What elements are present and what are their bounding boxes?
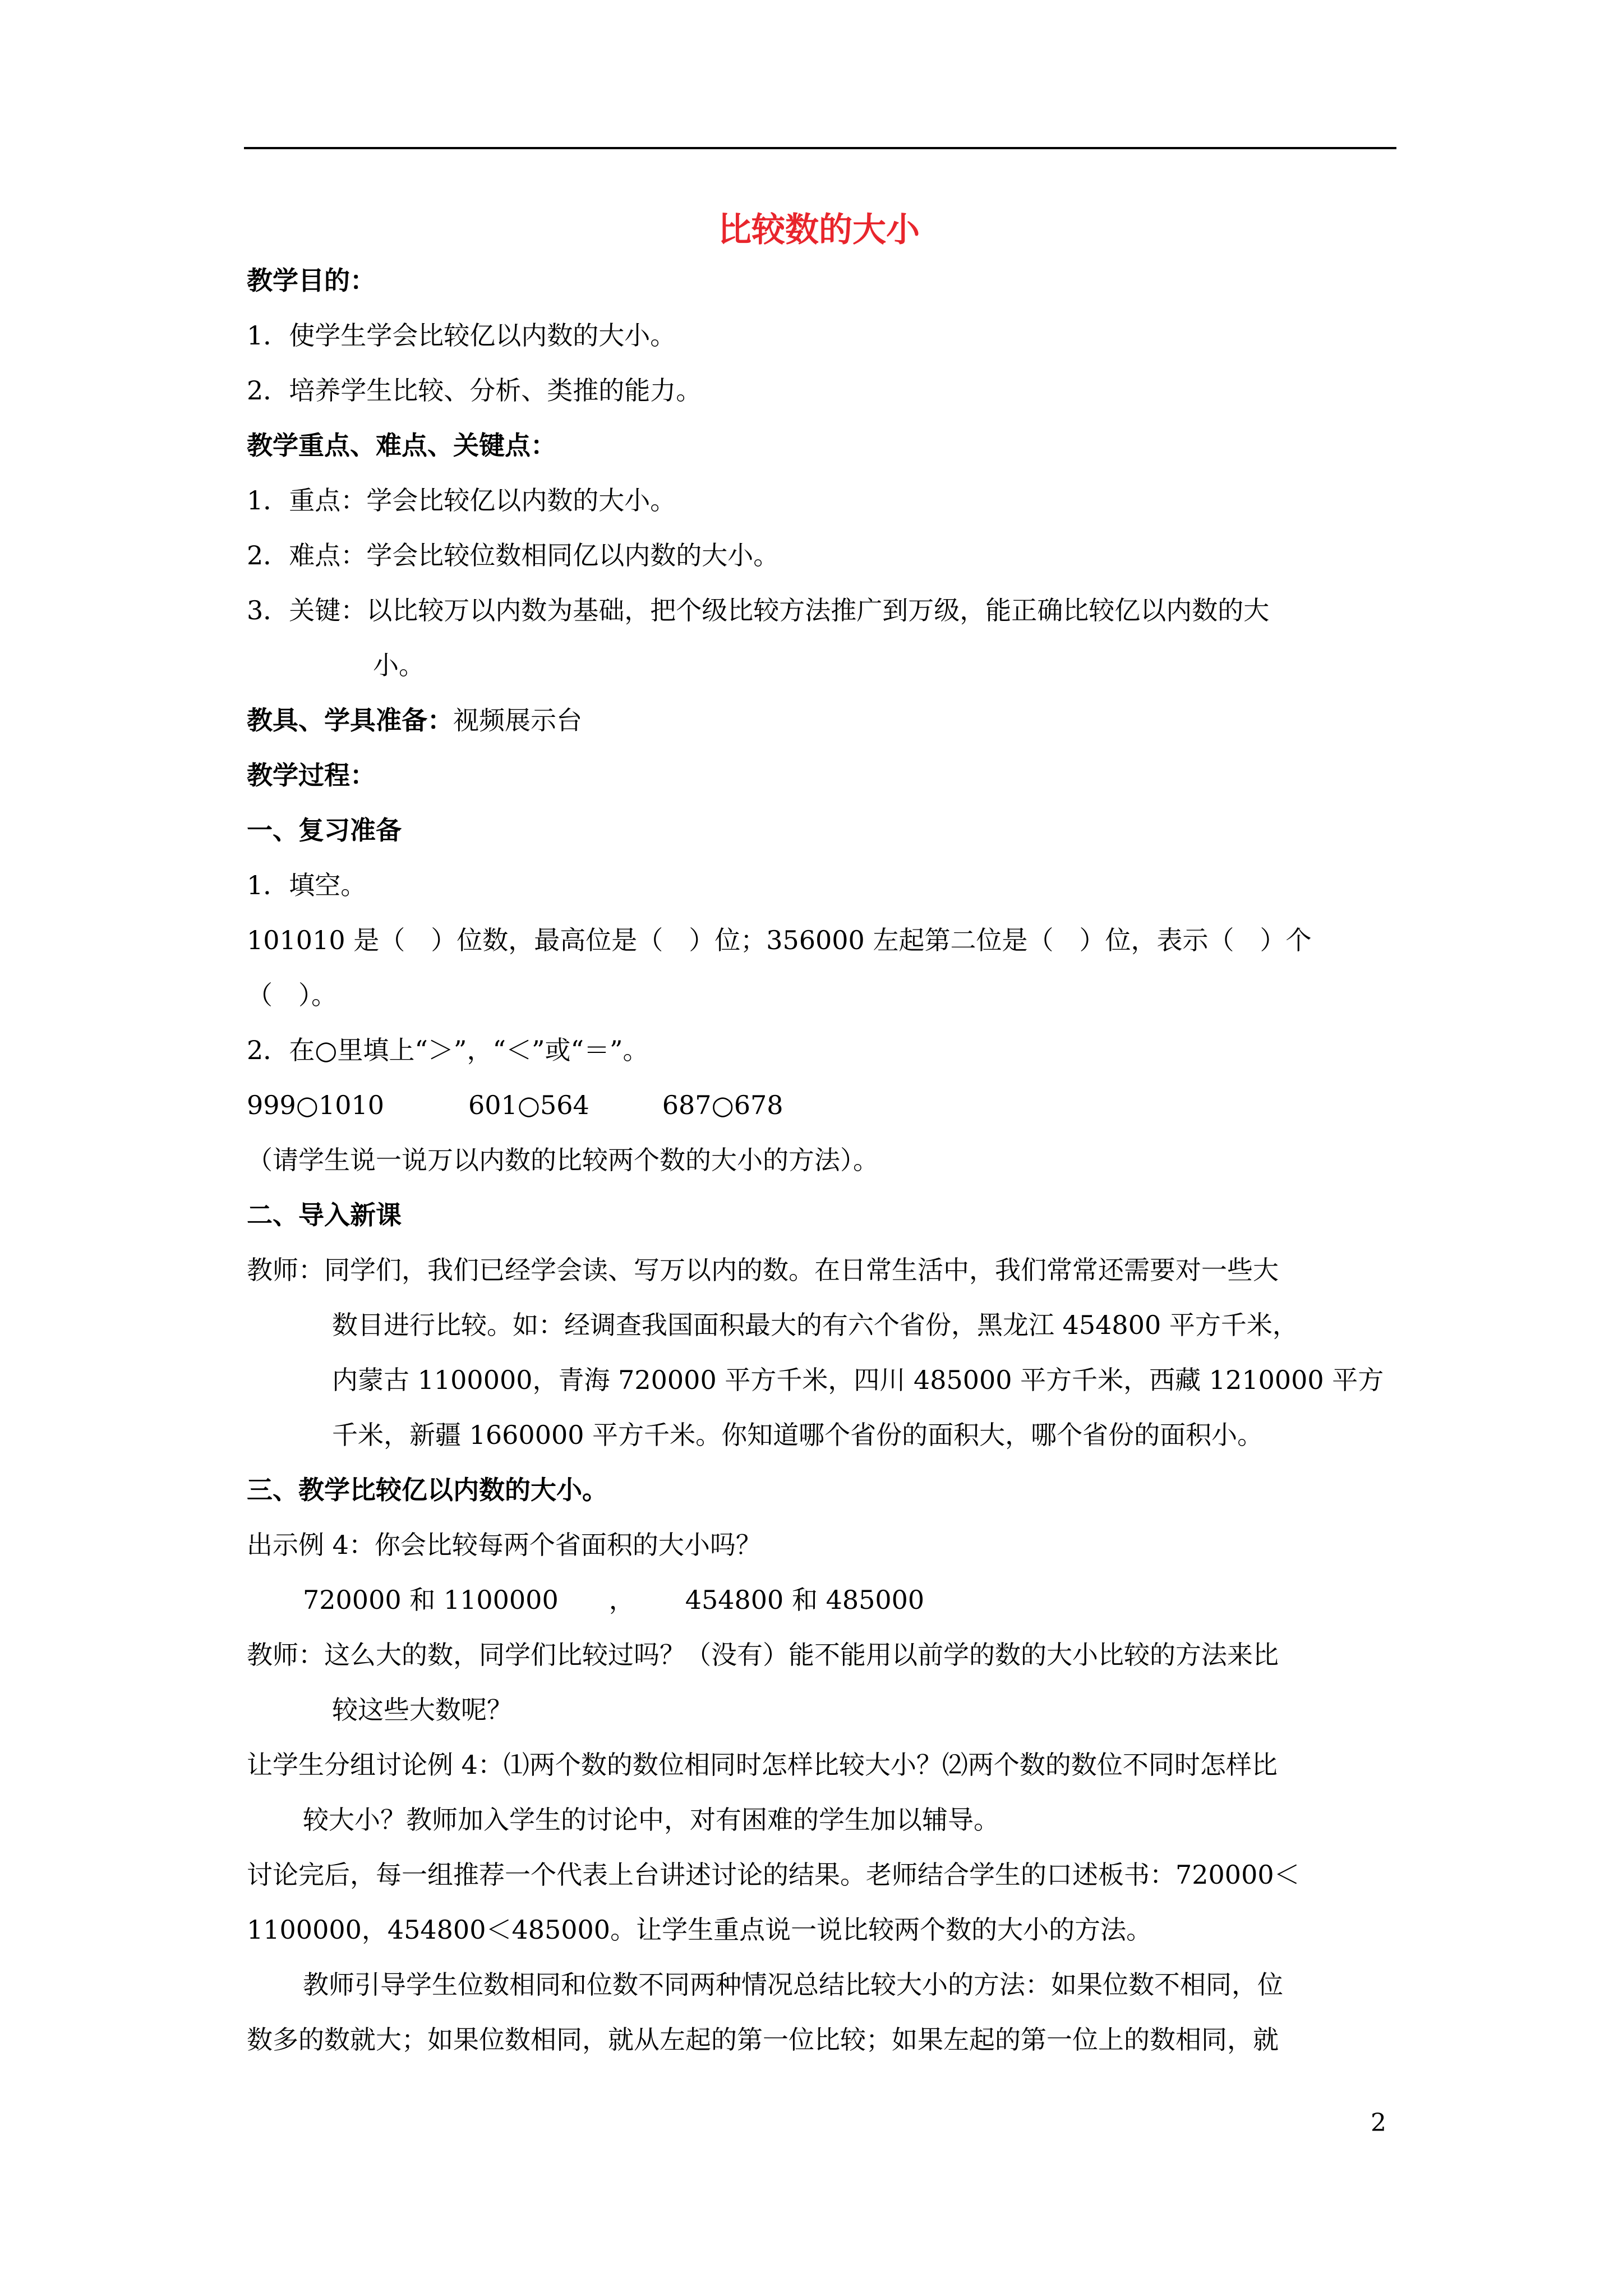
objective-1: 1．使学生学会比较亿以内数的大小。: [247, 320, 676, 351]
example-4-pairs: [303, 1583, 924, 1617]
heading-objectives: 教学目的：: [247, 265, 376, 296]
materials-label: 教具、学具准备：: [247, 705, 453, 735]
key-point-1: 1．重点：学会比较亿以内数的大小。: [247, 485, 676, 516]
teacher-intro-4: 千米，新疆 1660000 平方千米。你知道哪个省份的面积大，哪个省份的面积小。: [332, 1420, 1264, 1450]
discussion-result-1: 讨论完后，每一组推荐一个代表上台讲述讨论的结果。老师结合学生的口述板书：720000＜: [247, 1860, 1300, 1890]
section-1-heading: 一、复习准备: [247, 815, 402, 845]
materials-line: [247, 703, 582, 737]
teacher-question-2: 较这些大数呢？: [332, 1695, 513, 1725]
discussion-result-2: 1100000，454800＜485000。让学生重点说一说比较两个数的大小的方法。: [247, 1915, 1152, 1945]
heading-process: 教学过程：: [247, 760, 376, 790]
teacher-intro-1: 教师：同学们，我们已经学会读、写万以内的数。在日常生活中，我们常常还需要对一些大: [247, 1255, 1279, 1285]
key-point-2: 2．难点：学会比较位数相同亿以内数的大小。: [247, 540, 780, 570]
example-pair-1: 720000 和 1100000: [303, 1585, 559, 1615]
section-3-heading: 三、教学比较亿以内数的大小。: [247, 1475, 608, 1505]
objective-2: 2．培养学生比较、分析、类推的能力。: [247, 375, 702, 406]
summary-2: 数多的数就大；如果位数相同，就从左起的第一位比较；如果左起的第一位上的数相同，就: [247, 2024, 1279, 2055]
example-pair-2: 454800 和 485000: [685, 1585, 925, 1615]
group-discussion-2: 较大小？教师加入学生的讨论中，对有困难的学生加以辅导。: [303, 1805, 999, 1835]
summary-1: 教师引导学生位数相同和位数不同两种情况总结比较大小的方法：如果位数不相同，位: [303, 1970, 1283, 2000]
method-prompt: （请学生说一说万以内数的比较两个数的大小的方法）。: [247, 1145, 879, 1175]
example-4-prompt: 出示例 4：你会比较每两个省面积的大小吗？: [247, 1530, 762, 1560]
page-title: 比较数的大小: [718, 210, 920, 250]
teacher-intro-2: 数目进行比较。如：经调查我国面积最大的有六个省份，黑龙江 454800 平方千米，: [332, 1310, 1298, 1340]
section-2-heading: 二、导入新课: [247, 1200, 402, 1230]
key-point-3: 3．关键：以比较万以内数为基础，把个级比较方法推广到万级，能正确比较亿以内数的大: [247, 595, 1270, 625]
example-pair-separator: ，: [608, 1585, 635, 1615]
compare-item-2: 601○564: [468, 1090, 589, 1120]
fill-blank-question: 101010 是（ ）位数，最高位是（ ）位；356000 左起第二位是（ ）位，表示（ ）个: [247, 925, 1312, 955]
compare-items: [247, 1088, 783, 1122]
teacher-question-1: 教师：这么大的数，同学们比较过吗？（没有）能不能用以前学的数的大小比较的方法来比: [247, 1640, 1279, 1670]
teacher-intro-3: 内蒙古 1100000，青海 720000 平方千米，四川 485000 平方千米，西藏 1210000 平方: [332, 1365, 1384, 1395]
key-point-3-cont: 小。: [373, 650, 425, 680]
page-number: 2: [1371, 2109, 1386, 2137]
compare-item-3: 687○678: [662, 1090, 783, 1120]
fill-blank-heading: 1．填空。: [247, 870, 367, 900]
fill-blank-question-cont: （ ）。: [247, 980, 337, 1010]
heading-key-points: 教学重点、难点、关键点：: [247, 430, 556, 461]
header-rule: [244, 147, 1396, 149]
materials-value: 视频展示台: [453, 705, 582, 735]
compare-item-1: 999○1010: [247, 1090, 385, 1120]
group-discussion-1: 让学生分组讨论例 4：⑴两个数的数位相同时怎样比较大小？⑵两个数的数位不同时怎样比: [247, 1750, 1278, 1780]
compare-heading: 2．在○里填上“＞”，“＜”或“＝”。: [247, 1035, 649, 1065]
